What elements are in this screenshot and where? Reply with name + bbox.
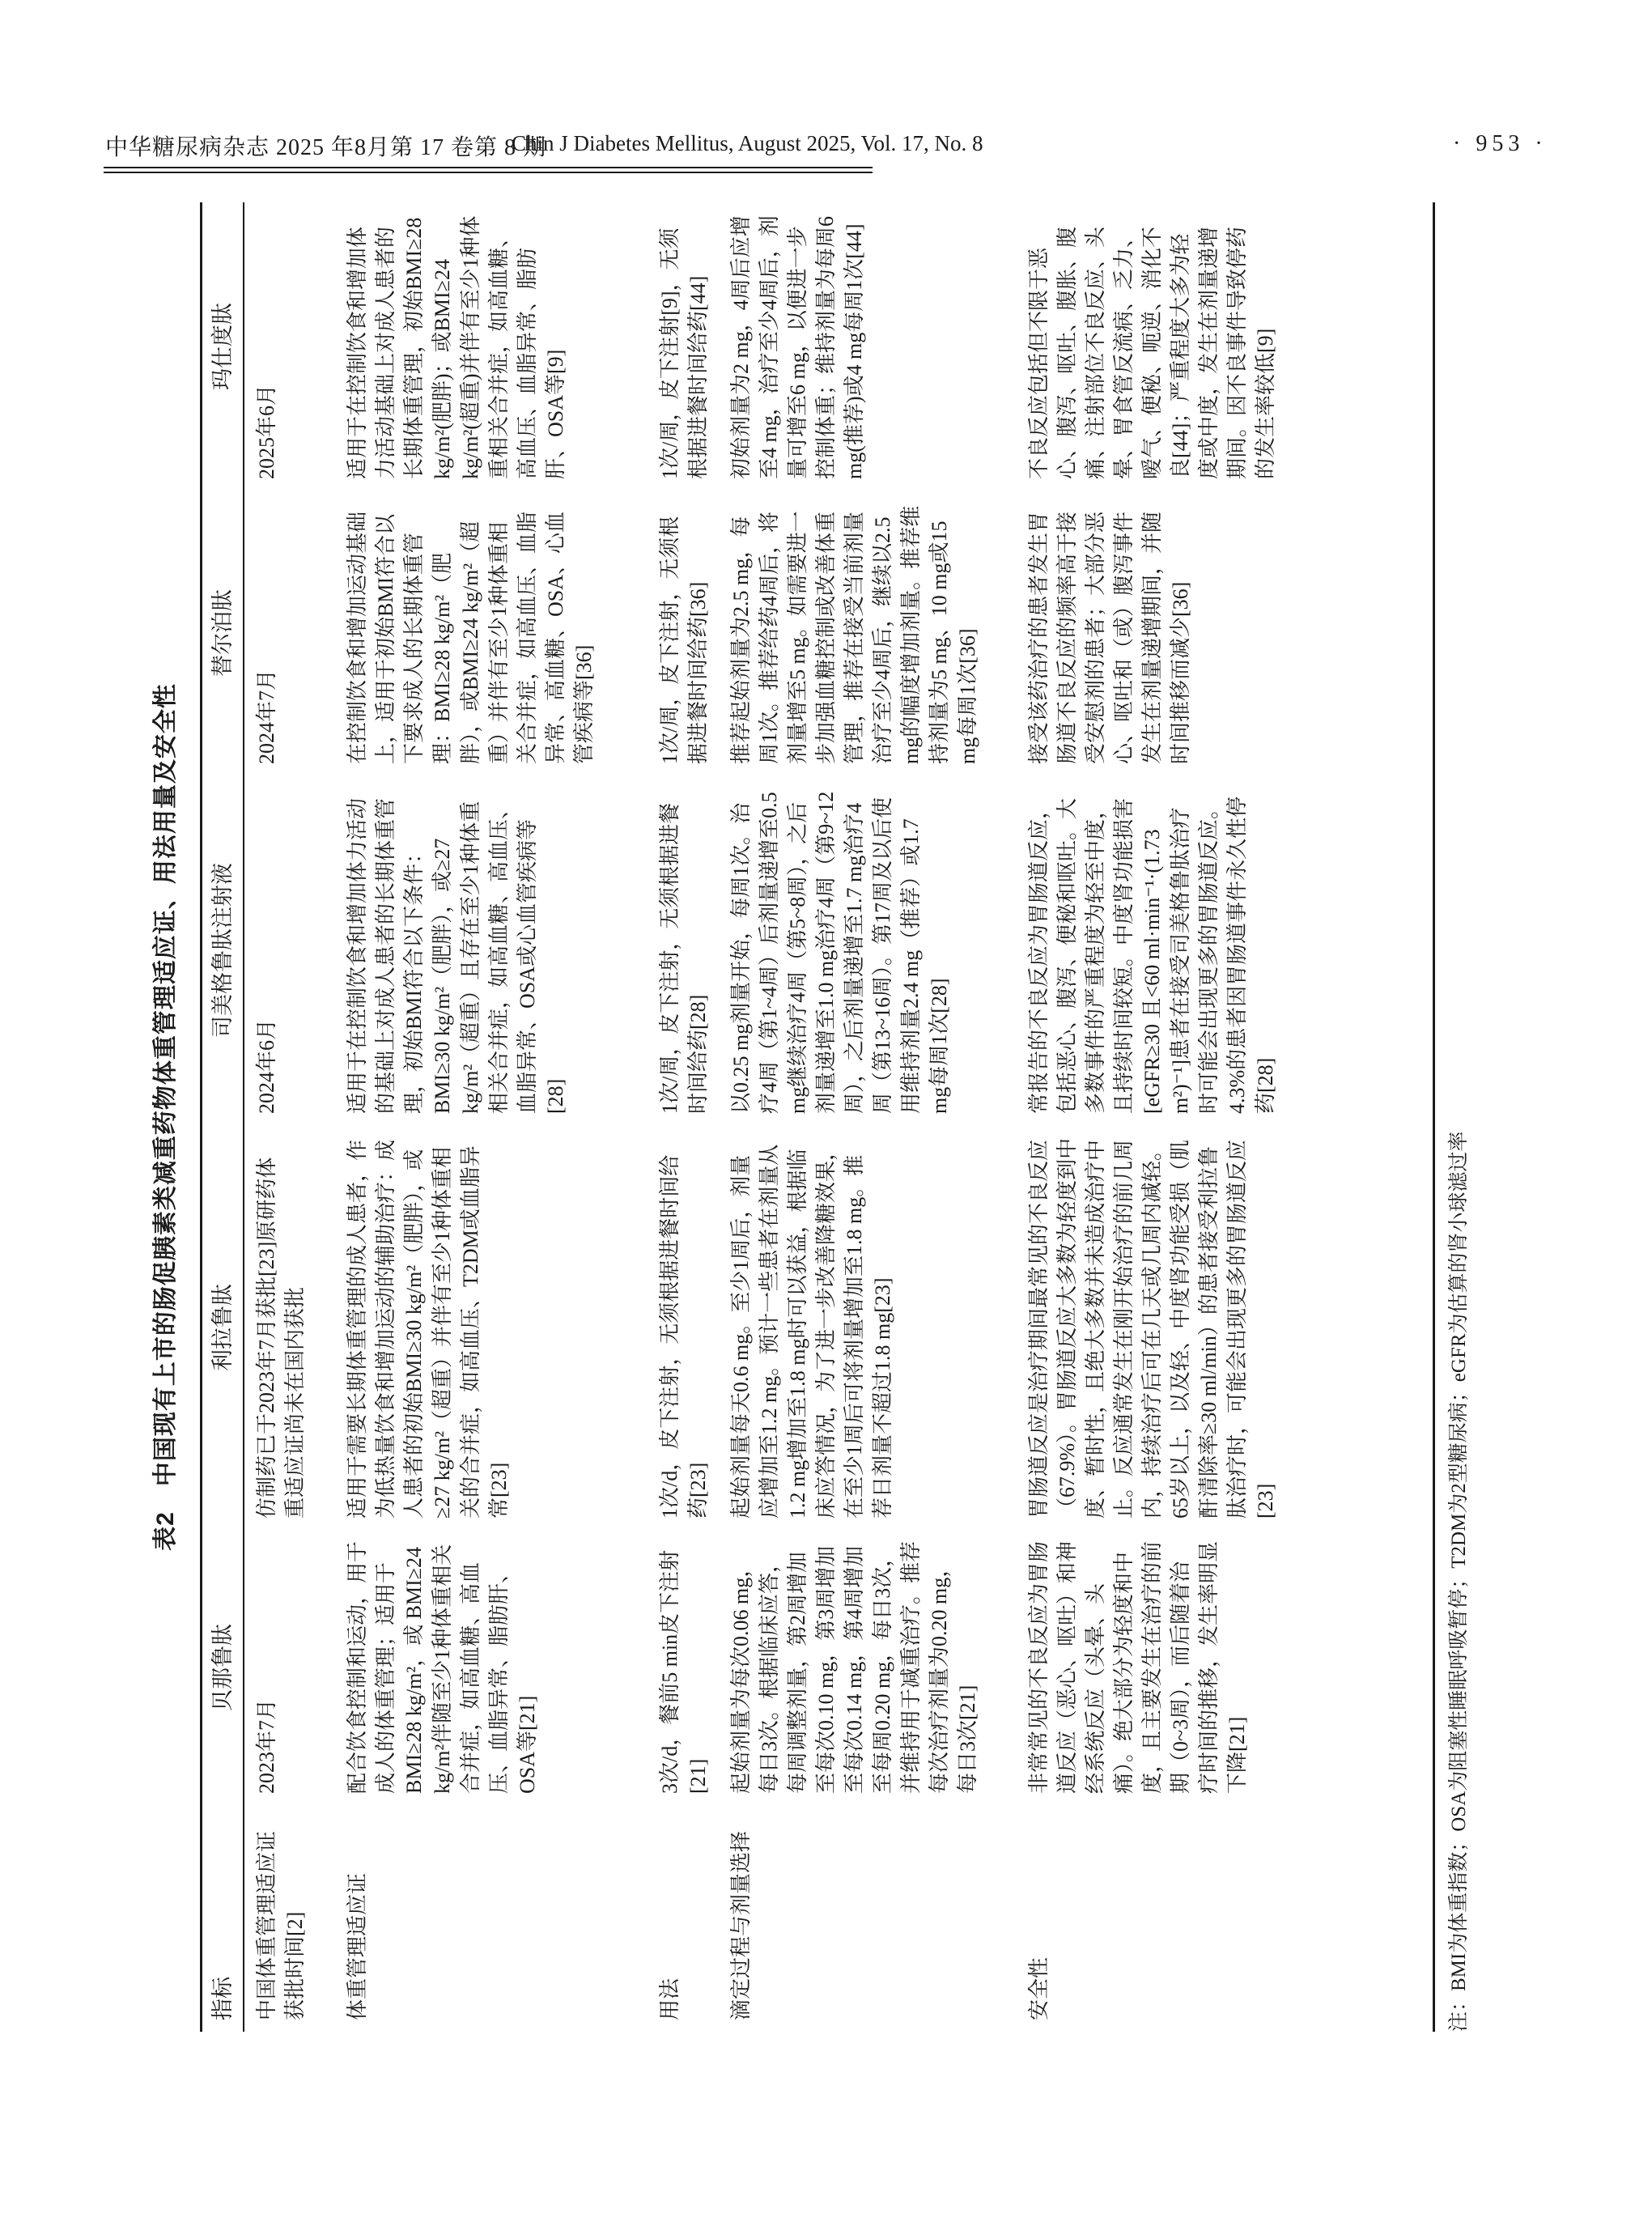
column-header-beinaglutide: 贝那鲁肽 [202, 1530, 244, 1805]
cell-usage-beinaglutide: 3次/d，餐前5 min皮下注射[21] [658, 1549, 710, 1794]
cell-safety-tirzepatide: 接受该药治疗的患者发生胃肠道不良反应的频率高于接受安慰剂的患者；大部分恶心、呕吐和（或）腹泻事件发生在剂量递增期间，并随时间推移而减少[36] [1027, 511, 1192, 764]
row-approval-time [244, 202, 335, 2032]
cell-safety-liraglutide: 胃肠道反应是治疗期间最常见的不良反应（67.9%）。胃肠道反应大多数为轻度到中度、暂时性，且绝大多数并未造成治疗中止。反应通常发生在刚开始治疗的前几周内，持续治疗后可在几天或几周内减轻。65岁以上，以及轻、中度肾功能受损（肌酐清除率≥30 ml/min）的患者接受利拉鲁肽治疗时，可能会出现更多的胃肠道反应[23] [1027, 1137, 1277, 1519]
cell-approval-tirzepatide: 2024年7月 [255, 669, 278, 764]
row-label: 滴定过程与剂量选择 [729, 1830, 753, 2020]
cell-indication-liraglutide: 适用于需要长期体重管理的成人患者，作为低热量饮食和增加运动的辅助治疗：成人患者的初始BMI≥30 kg/m²（肥胖），或≥27 kg/m²（超重）并伴有至少1种体重相关的合并症，如高血压、T2DM或血脂异常[23] [346, 1139, 511, 1519]
table-caption: 表2 中国现有上市的肠促胰素类减重药物体重管理适应证、用法用量及安全性 [152, 683, 179, 1551]
cell-titration-liraglutide: 起始剂量每天0.6 mg。至少1周后，剂量应增加至1.2 mg。预计一些患者在剂量从1.2 mg增加至1.8 mg时可以获益，根据临床应答情况，为了进一步改善降糖效果，在至少1周后可将剂量增加至1.8 mg。推荐日剂量不超过1.8 mg[23] [729, 1139, 894, 1519]
row-safety [1017, 202, 1434, 2032]
cell-usage-semaglutide: 1次/周，皮下注射，无须根据进餐时间给药[28] [658, 802, 710, 1114]
rotated-table-block [150, 202, 1481, 2032]
column-header-mazdutide: 玛仕度肽 [202, 202, 244, 491]
cell-usage-mazdutide: 1次/周，皮下注射[9]，无须根据进餐时间给药[44] [658, 227, 710, 479]
cell-titration-mazdutide: 初始剂量为2 mg，4周后应增至4 mg，治疗至少4周后，剂量可增至6 mg，以便进一步控制体重；维持剂量为每周6 mg(推荐)或4 mg每周1次[44] [729, 215, 866, 479]
cell-usage-tirzepatide: 1次/周，皮下注射，无须根据进餐时间给药[36] [658, 516, 710, 764]
cell-indication-beinaglutide: 配合饮食控制和运动，用于成人的体重管理；适用于BMI≥28 kg/m²，或 BMI≥24 kg/m²伴随至少1种体重相关合并症，如高血糖、高血压、血脂异常、脂肪肝、OSA等[21] [346, 1540, 539, 1794]
header-rule [104, 167, 873, 173]
header-row [202, 202, 244, 2032]
cell-usage-liraglutide: 1次/d，皮下注射，无须根据进餐时间给药[23] [658, 1154, 710, 1519]
cell-approval-liraglutide: 仿制药已于2023年7月获批[23]原研药体重适应证尚未在国内获批 [255, 1157, 307, 1519]
drug-comparison-table [200, 202, 1435, 2032]
row-label: 用法 [658, 1977, 682, 2020]
cell-safety-mazdutide: 不良反应包括但不限于恶心、腹泻、呕吐、腹胀、腹痛、注射部位不良反应、头晕、胃食管反流病、乏力、嗳气、便秘、呃逆、消化不良[44]；严重程度大多为轻度或中度，发生在剂量递增期间。因不良事件导致停药的发生率较低[9] [1027, 226, 1277, 479]
cell-titration-semaglutide: 以0.25 mg剂量开始，每周1次。治疗4周（第1~4周）后剂量递增至0.5 mg继续治疗4周（第5~8周），之后剂量递增至1.0 mg治疗4周（第9~12周），之后剂量递增至1.7 mg治疗4周（第13~16周）。第17周及以后使用维持剂量2.4 mg（推荐）或1.7 mg每周1次[28] [729, 791, 951, 1114]
journal-title-cn: 中华糖尿病杂志 2025 年8月第 17 卷第 8 期 [105, 135, 547, 160]
cell-safety-semaglutide: 常报告的不良反应为胃肠道反应，包括恶心、腹泻、便秘和呕吐。大多数事件的严重程度为轻至中度，且持续时间较短。中度肾功能损害[eGFR≥30 且<60 ml·min⁻¹·(1.73 m²)⁻¹]患者在接受司美格鲁肽治疗时可能会出现更多的胃肠道反应。4.3%的患者因胃肠道事件永久性停药[28] [1027, 796, 1277, 1114]
running-head [0, 130, 1652, 168]
page-number: · 953 · [1453, 131, 1548, 156]
cell-indication-tirzepatide: 在控制饮食和增加运动基础上，适用于初始BMI符合以下要求成人的长期体重管理：BMI≥28 kg/m²（肥胖），或BMI≥24 kg/m²（超重）并伴有至少1种体重相关合并症，如高血压、血脂异常、高血糖、OSA、心血管疾病等[36] [346, 511, 596, 764]
cell-safety-beinaglutide: 非常常见的不良反应为胃肠道反应（恶心、呕吐）和神经系统反应（头晕、头痛）。绝大部分为轻度和中度，且主要发生在治疗的前期（0~3周），而后随着治疗时间的推移，发生率明显下降[21] [1027, 1540, 1249, 1794]
cell-indication-semaglutide: 适用于在控制饮食和增加体力活动的基础上对成人患者的长期体重管理，初始BMI符合以下条件：BMI≥30 kg/m²（肥胖），或≥27 kg/m²（超重）且存在至少1种体重相关合并症，如高血糖、高血压、血脂异常、OSA或心血管疾病等[28] [346, 797, 567, 1114]
cell-approval-semaglutide: 2024年6月 [255, 1018, 278, 1114]
column-header-indicator: 指标 [202, 1805, 244, 2032]
column-header-semaglutide: 司美格鲁肽注射液 [202, 775, 244, 1125]
journal-title-en: Chin J Diabetes Mellitus, August 2025, Vol. 17, No. 8 [512, 131, 983, 155]
cell-approval-mazdutide: 2025年6月 [255, 384, 278, 479]
row-usage [648, 202, 719, 2032]
table-footnote: 注：BMI为体重指数；OSA为阻塞性睡眠呼吸暂停；T2DM为2型糖尿病；eGFR为估算的肾小球滤过率 [1448, 1131, 1470, 2032]
row-label: 中国体重管理适应证获批时间[2] [255, 1830, 307, 2020]
cell-titration-tirzepatide: 推荐起始剂量为2.5 mg，每周1次。推荐给药4周后，将剂量增至5 mg。如需要进一步加强血糖控制或改善体重管理，推荐在接受当前剂量治疗至少4周后，继续以2.5 mg的幅度增加剂量。推荐维持剂量为5 mg、10 mg或15 mg每周1次[36] [729, 505, 979, 764]
cell-titration-beinaglutide: 起始剂量为每次0.06 mg，每日3次。根据临床应答，每周调整剂量，第2周增加至每次0.10 mg，第3周增加至每次0.14 mg，第4周增加至每周0.20 mg，每日3次，并维持用于减重治疗。推荐每次治疗剂量为0.20 mg，每日3次[21] [729, 1540, 979, 1794]
row-titration [719, 202, 1017, 2032]
row-indication [335, 202, 648, 2032]
row-label: 安全性 [1027, 1956, 1051, 2020]
cell-indication-mazdutide: 适用于在控制饮食和增加体力活动基础上对成人患者的长期体重管理，初始BMI≥28 kg/m²(肥胖)；或BMI≥24 kg/m²(超重)并伴有至少1种体重相关合并症，如高血糖、高血压、血脂异常、脂肪肝、OSA等[9] [346, 215, 567, 479]
column-header-tirzepatide: 替尔泊肽 [202, 491, 244, 775]
column-header-liraglutide: 利拉鲁肽 [202, 1125, 244, 1530]
cell-approval-beinaglutide: 2023年7月 [255, 1698, 278, 1794]
row-label: 体重管理适应证 [346, 1872, 369, 2020]
